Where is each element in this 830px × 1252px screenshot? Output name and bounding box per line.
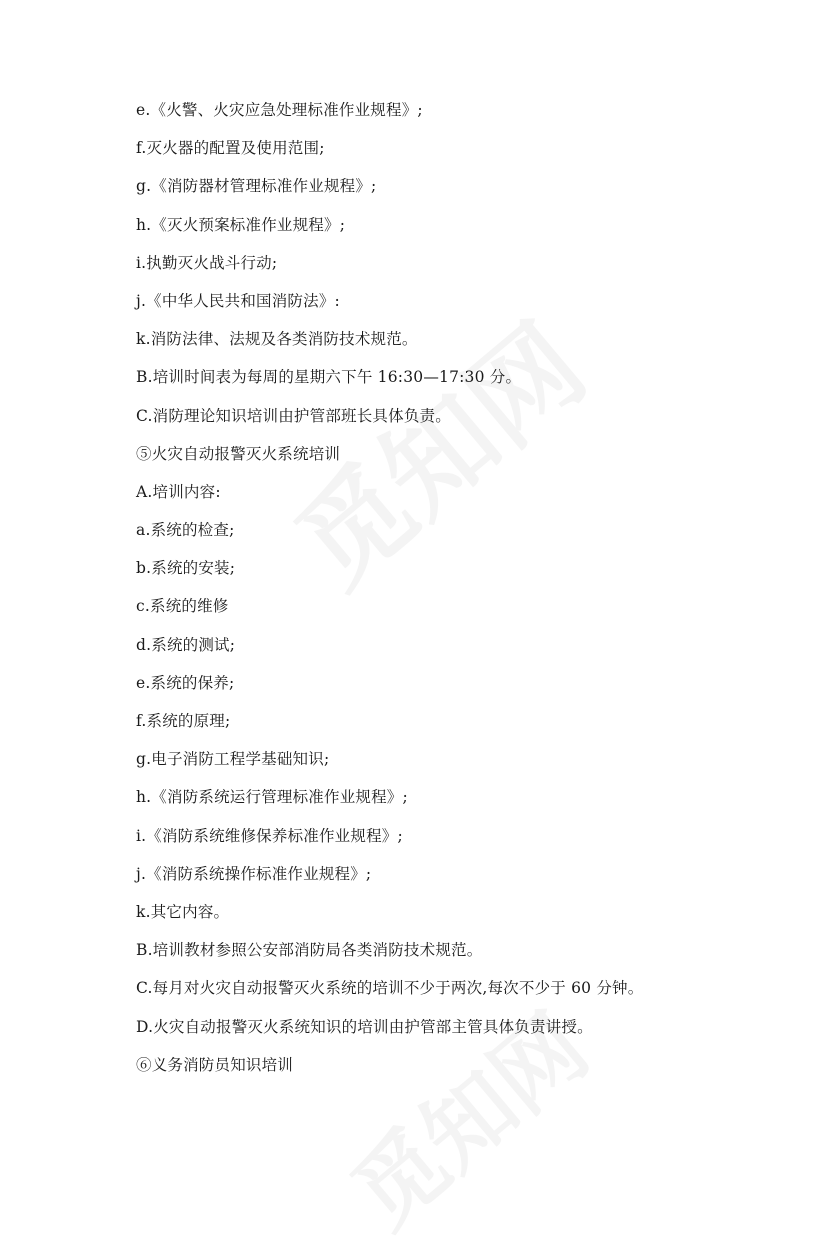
text-line: h.《消防系统运行管理标准作业规程》; bbox=[136, 788, 408, 807]
text-line: j.《中华人民共和国消防法》: bbox=[136, 291, 340, 310]
text-line: j.《消防系统操作标准作业规程》; bbox=[136, 864, 372, 883]
text-line: k.消防法律、法规及各类消防技术规范。 bbox=[136, 330, 418, 349]
text-line: h.《灭火预案标准作业规程》; bbox=[136, 215, 346, 234]
text-line: A.培训内容: bbox=[136, 482, 221, 501]
text-line: e.系统的保养; bbox=[136, 673, 235, 692]
text-line: e.《火警、火灾应急处理标准作业规程》; bbox=[136, 101, 423, 119]
text-line: i.执勤灭火战斗行动; bbox=[136, 253, 278, 272]
section-heading: ⑤火灾自动报警灭火系统培训 bbox=[136, 444, 341, 463]
text-line: B.培训教材参照公安部消防局各类消防技术规范。 bbox=[136, 941, 483, 960]
text-line: g.《消防器材管理标准作业规程》; bbox=[136, 177, 377, 196]
text-line: i.《消防系统维修保养标准作业规程》; bbox=[136, 826, 403, 845]
text-line: b.系统的安装; bbox=[136, 559, 236, 578]
text-line: f.灭火器的配置及使用范围; bbox=[136, 139, 325, 158]
text-line: a.系统的检查; bbox=[136, 521, 235, 540]
document-body bbox=[136, 96, 736, 1089]
text-line: C.消防理论知识培训由护管部班长具体负责。 bbox=[136, 406, 451, 425]
text-line: g.电子消防工程学基础知识; bbox=[136, 750, 330, 769]
text-line: C.每月对火灾自动报警灭火系统的培训不少于两次,每次不少于 60 分钟。 bbox=[136, 979, 644, 998]
text-line: B.培训时间表为每周的星期六下午 16:30—17:30 分。 bbox=[136, 368, 522, 387]
text-line: f.系统的原理; bbox=[136, 712, 231, 730]
text-line: D.火灾自动报警灭火系统知识的培训由护管部主管具体负责讲授。 bbox=[136, 1017, 593, 1036]
text-line: d.系统的测试; bbox=[136, 635, 236, 654]
text-line: c.系统的维修 bbox=[136, 597, 229, 616]
text-line: k.其它内容。 bbox=[136, 902, 230, 921]
section-heading: ⑥义务消防员知识培训 bbox=[136, 1055, 294, 1074]
